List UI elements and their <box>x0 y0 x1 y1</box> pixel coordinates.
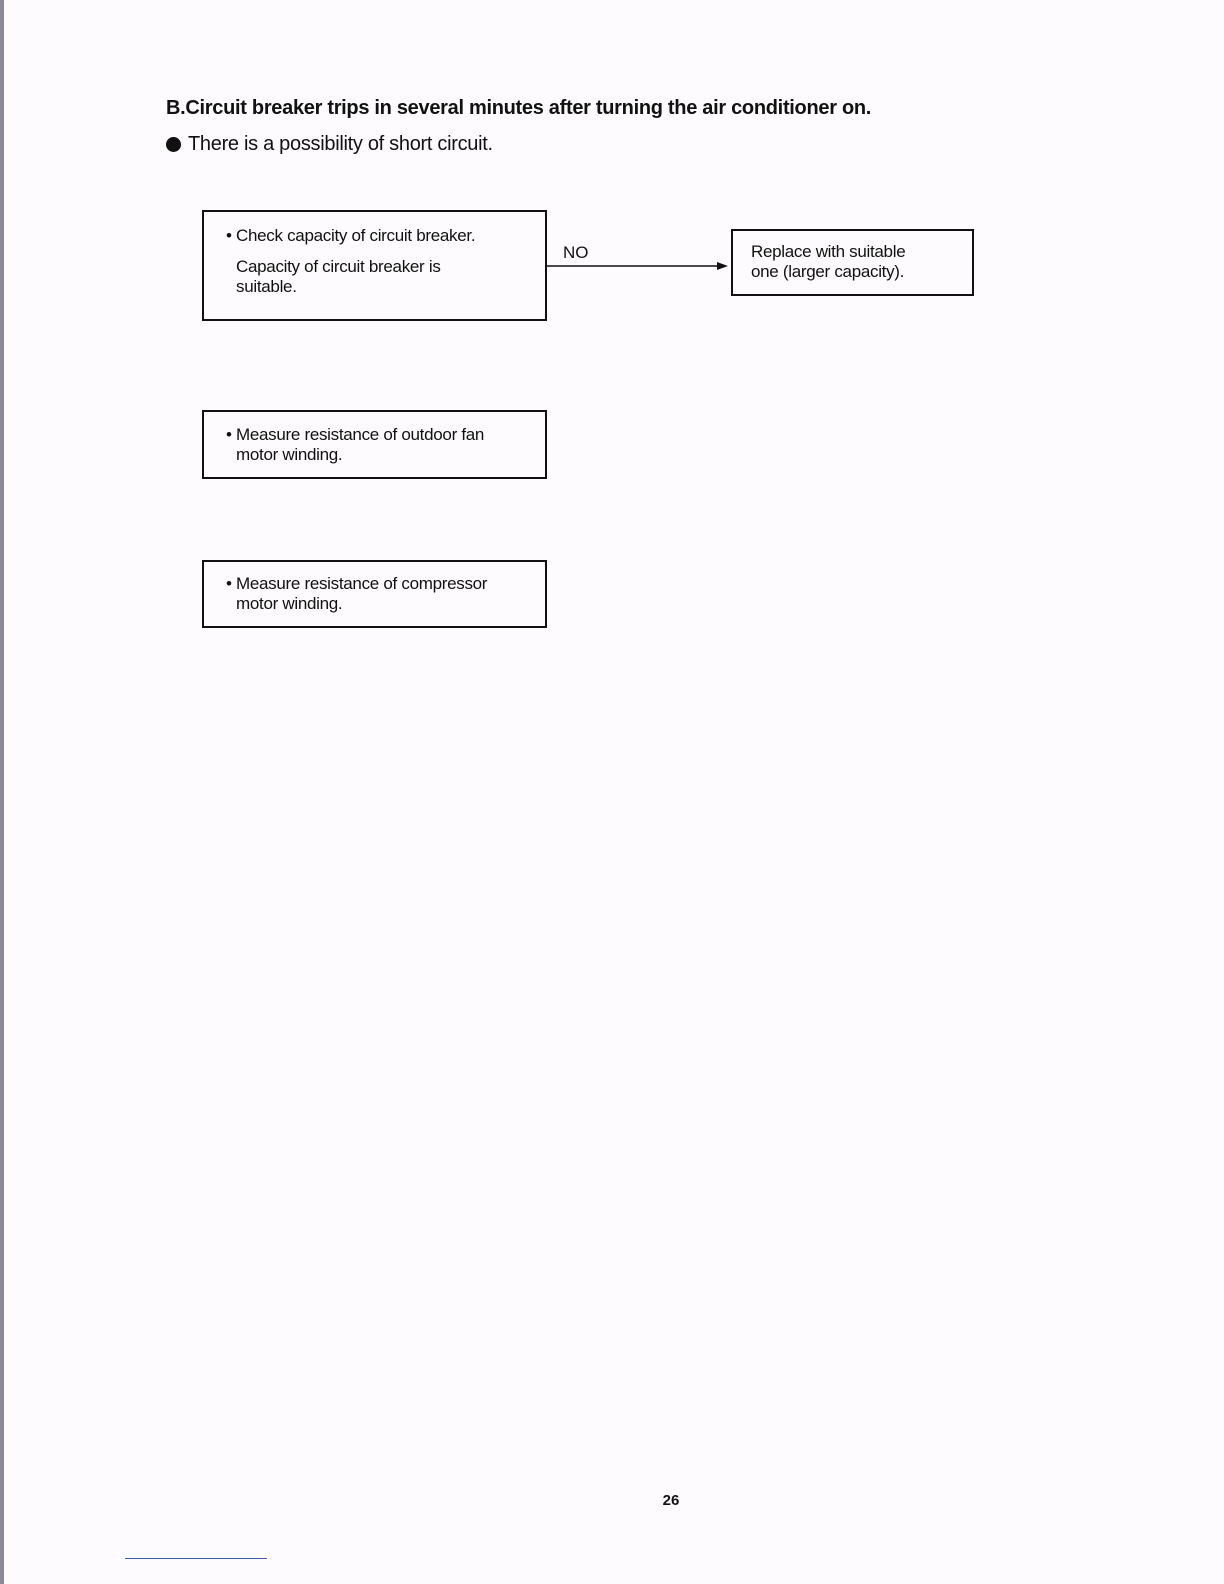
check-capacity-item: • Check capacity of circuit breaker. <box>226 226 525 246</box>
compressor-line1: • Measure resistance of compressor <box>226 574 525 594</box>
outdoor-fan-box <box>202 410 547 479</box>
page-edge <box>0 0 4 1584</box>
outdoor-fan-line1: • Measure resistance of outdoor fan <box>226 425 525 445</box>
compressor-line2: motor winding. <box>236 594 343 613</box>
replace-breaker-box <box>731 229 974 296</box>
bullet-text: There is a possibility of short circuit. <box>188 133 493 155</box>
replace-line2: one (larger capacity). <box>751 262 905 281</box>
bottom-rule <box>125 1558 267 1559</box>
bullet-dot-icon <box>166 137 181 152</box>
no-label: NO <box>563 243 589 262</box>
compressor-box <box>202 560 547 628</box>
replace-line1: Replace with suitable <box>751 242 906 261</box>
capacity-suitable-text <box>226 257 525 297</box>
outdoor-fan-line2: motor winding. <box>236 445 343 464</box>
check-capacity-box <box>202 210 547 321</box>
capacity-suitable-line1: Capacity of circuit breaker is <box>236 257 441 276</box>
capacity-suitable-line2: suitable. <box>236 277 297 296</box>
bullet-line <box>166 133 493 156</box>
section-heading: B.Circuit breaker trips in several minutes after turning the air conditioner on. <box>166 97 872 119</box>
no-arrow <box>547 258 733 274</box>
page-number: 26 <box>662 1492 680 1509</box>
